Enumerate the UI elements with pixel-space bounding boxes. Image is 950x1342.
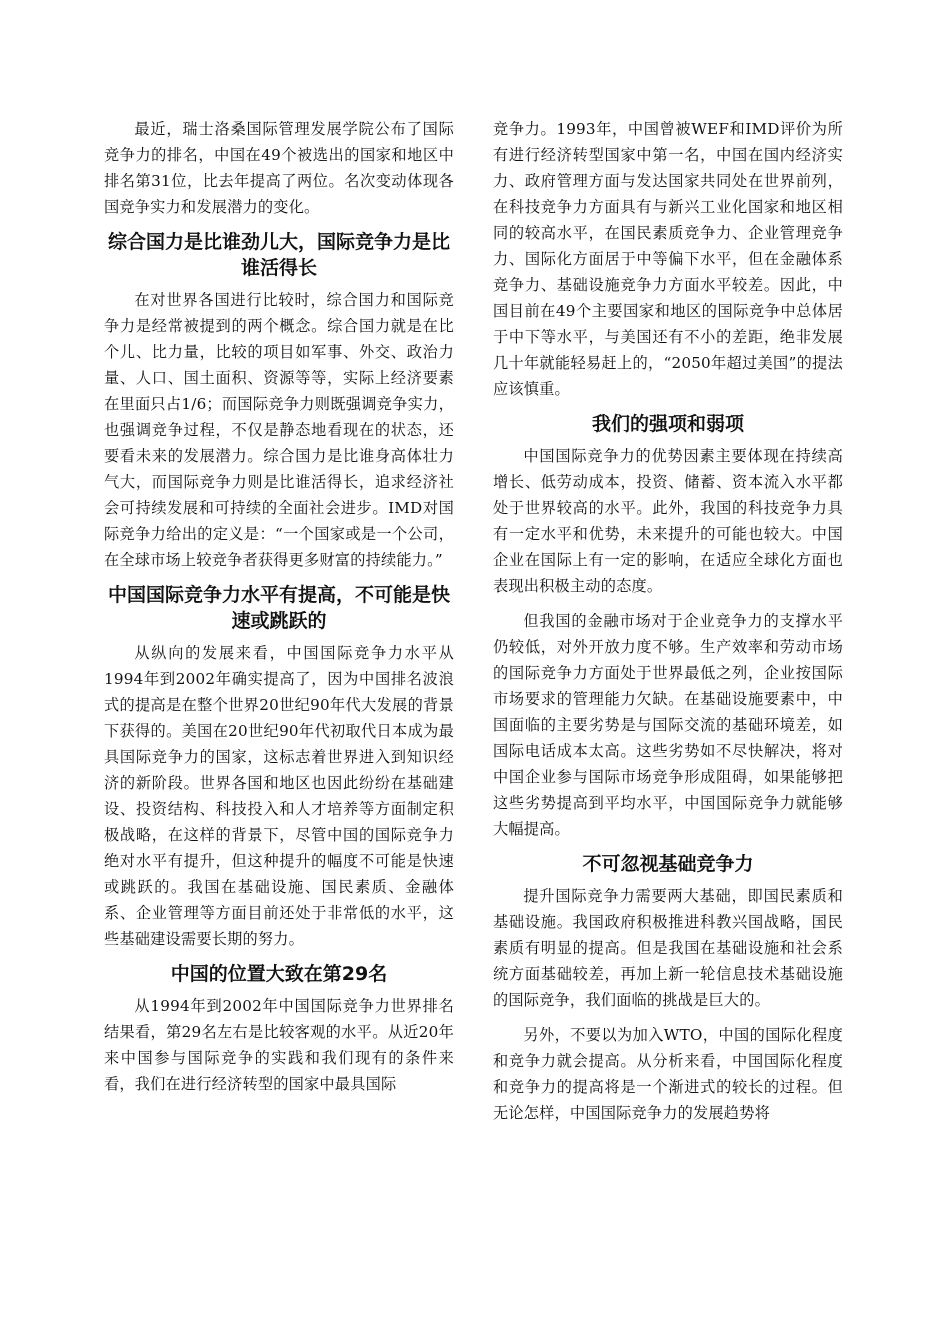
paragraph-rank-29: 从1994年到2002年中国国际竞争力世界排名结果看，第29名左右是比较客观的水平。从近20年来中国参与国际竞争的实践和我们现有的条件来看，我们在进行经济转型的国家中最具国际 (104, 997, 454, 1093)
paragraph-comprehensive-power: 在对世界各国进行比较时，综合国力和国际竞争力是经常被提到的两个概念。综合国力就是在比个儿、比力量，比较的项目如军事、外交、政治力量、人口、国土面积、资源等等，实际上经济要素在里面只占1/6；而国际竞争力则既强调竞争实力，也强调竞争过程，不仅是静态地看现在的状态，还要看未来的发展潜力。综合国力是比谁身高体壮力气大，而国际竞争力则是比谁活得长，追求经济社会可持续发展和可持续的全面社会进步。IMD对国际竞争力给出的定义是：“一个国家或是一个公司，在全球市场上较竞争者获得更多财富的持续能力。” (104, 291, 454, 569)
paragraph-rank-29-continued: 竞争力。1993年，中国曾被WEF和IMD评价为所有进行经济转型国家中第一名，中国在国内经济实力、政府管理方面与发达国家共同处在世界前列，在科技竞争力方面具有与新兴工业化国家和地区相同的较高水平，在国民素质竞争力、企业管理竞争力、国际化方面居于中等偏下水平，但在金融体系竞争力、基础设施竞争力方面水平较差。因此，中国目前在49个主要国家和地区的国际竞争中总体居于中下等水平，与美国还有不小的差距，绝非发展几十年就能轻易赶上的，“2050年超过美国”的提法应该慎重。 (493, 120, 843, 398)
intro-paragraph: 最近，瑞士洛桑国际管理发展学院公布了国际竞争力的排名，中国在49个被选出的国家和地区中排名第31位，比去年提高了两位。名次变动体现各国竞争实力和发展潜力的变化。 (104, 120, 454, 216)
paragraph-strengths: 中国国际竞争力的优势因素主要体现在持续高增长、低劳动成本，投资、储蓄、资本流入水平都处于世界较高的水平。此外，我国的科技竞争力具有一定水平和优势，未来提升的可能也较大。中国企业在国际上有一定的影响，在适应全球化方面也表现出积极主动的态度。 (493, 447, 843, 595)
paragraph-competitiveness-improved: 从纵向的发展来看，中国国际竞争力水平从1994年到2002年确实提高了，因为中国排名波浪式的提高是在整个世界20世纪90年代大发展的背景下获得的。美国在20世纪90年代初取代日本成为最具国际竞争力的国家，这标志着世界进入到知识经济的新阶段。世界各国和地区也因此纷纷在基础建设、投资结构、科技投入和人才培养等方面制定积极战略，在这样的背景下，尽管中国的国际竞争力绝对水平有提升，但这种提升的幅度不可能是快速或跳跃的。我国在基础设施、国民素质、金融体系、企业管理等方面目前还处于非常低的水平，这些基础建设需要长期的努力。 (104, 644, 454, 948)
paragraph-basic-competitiveness: 提升国际竞争力需要两大基础，即国民素质和基础设施。我国政府积极推进科教兴国战略，国民素质有明显的提高。但是我国在基础设施和社会系统方面基础较差，再加上新一轮信息技术基础设施的国际竞争，我们面临的挑战是巨大的。 (493, 887, 843, 1009)
section-heading-strengths-weaknesses: 我们的强项和弱项 (591, 413, 744, 435)
paragraph-wto: 另外，不要以为加入WTO，中国的国际化程度和竞争力就会提高。从分析来看，中国国际化程度和竞争力的提高将是一个渐进式的较长的过程。但无论怎样，中国国际竞争力的发展趋势将 (493, 1026, 843, 1122)
right-column (493, 116, 843, 1135)
paragraph-weaknesses: 但我国的金融市场对于企业竞争力的支撑水平仍较低，对外开放力度不够。生产效率和劳动市场的国际竞争力方面处于世界最低之列，企业按国际市场要求的管理能力欠缺。在基础设施要素中，中国面临的主要劣势是与国际交流的基础环境差，如国际电话成本太高。这些劣势如不尽快解决，将对中国企业参与国际市场竞争形成阻碍，如果能够把这些劣势提高到平均水平，中国国际竞争力就能够大幅提高。 (493, 612, 843, 838)
section-heading-comprehensive-power: 综合国力是比谁劲儿大，国际竞争力是比谁活得长 (107, 231, 450, 279)
left-column (104, 116, 454, 1106)
section-heading-basic-competitiveness: 不可忽视基础竞争力 (582, 853, 754, 875)
section-heading-rank-29: 中国的位置大致在第29名 (170, 963, 388, 985)
section-heading-competitiveness-improved: 中国国际竞争力水平有提高，不可能是快速或跳跃的 (107, 584, 450, 632)
